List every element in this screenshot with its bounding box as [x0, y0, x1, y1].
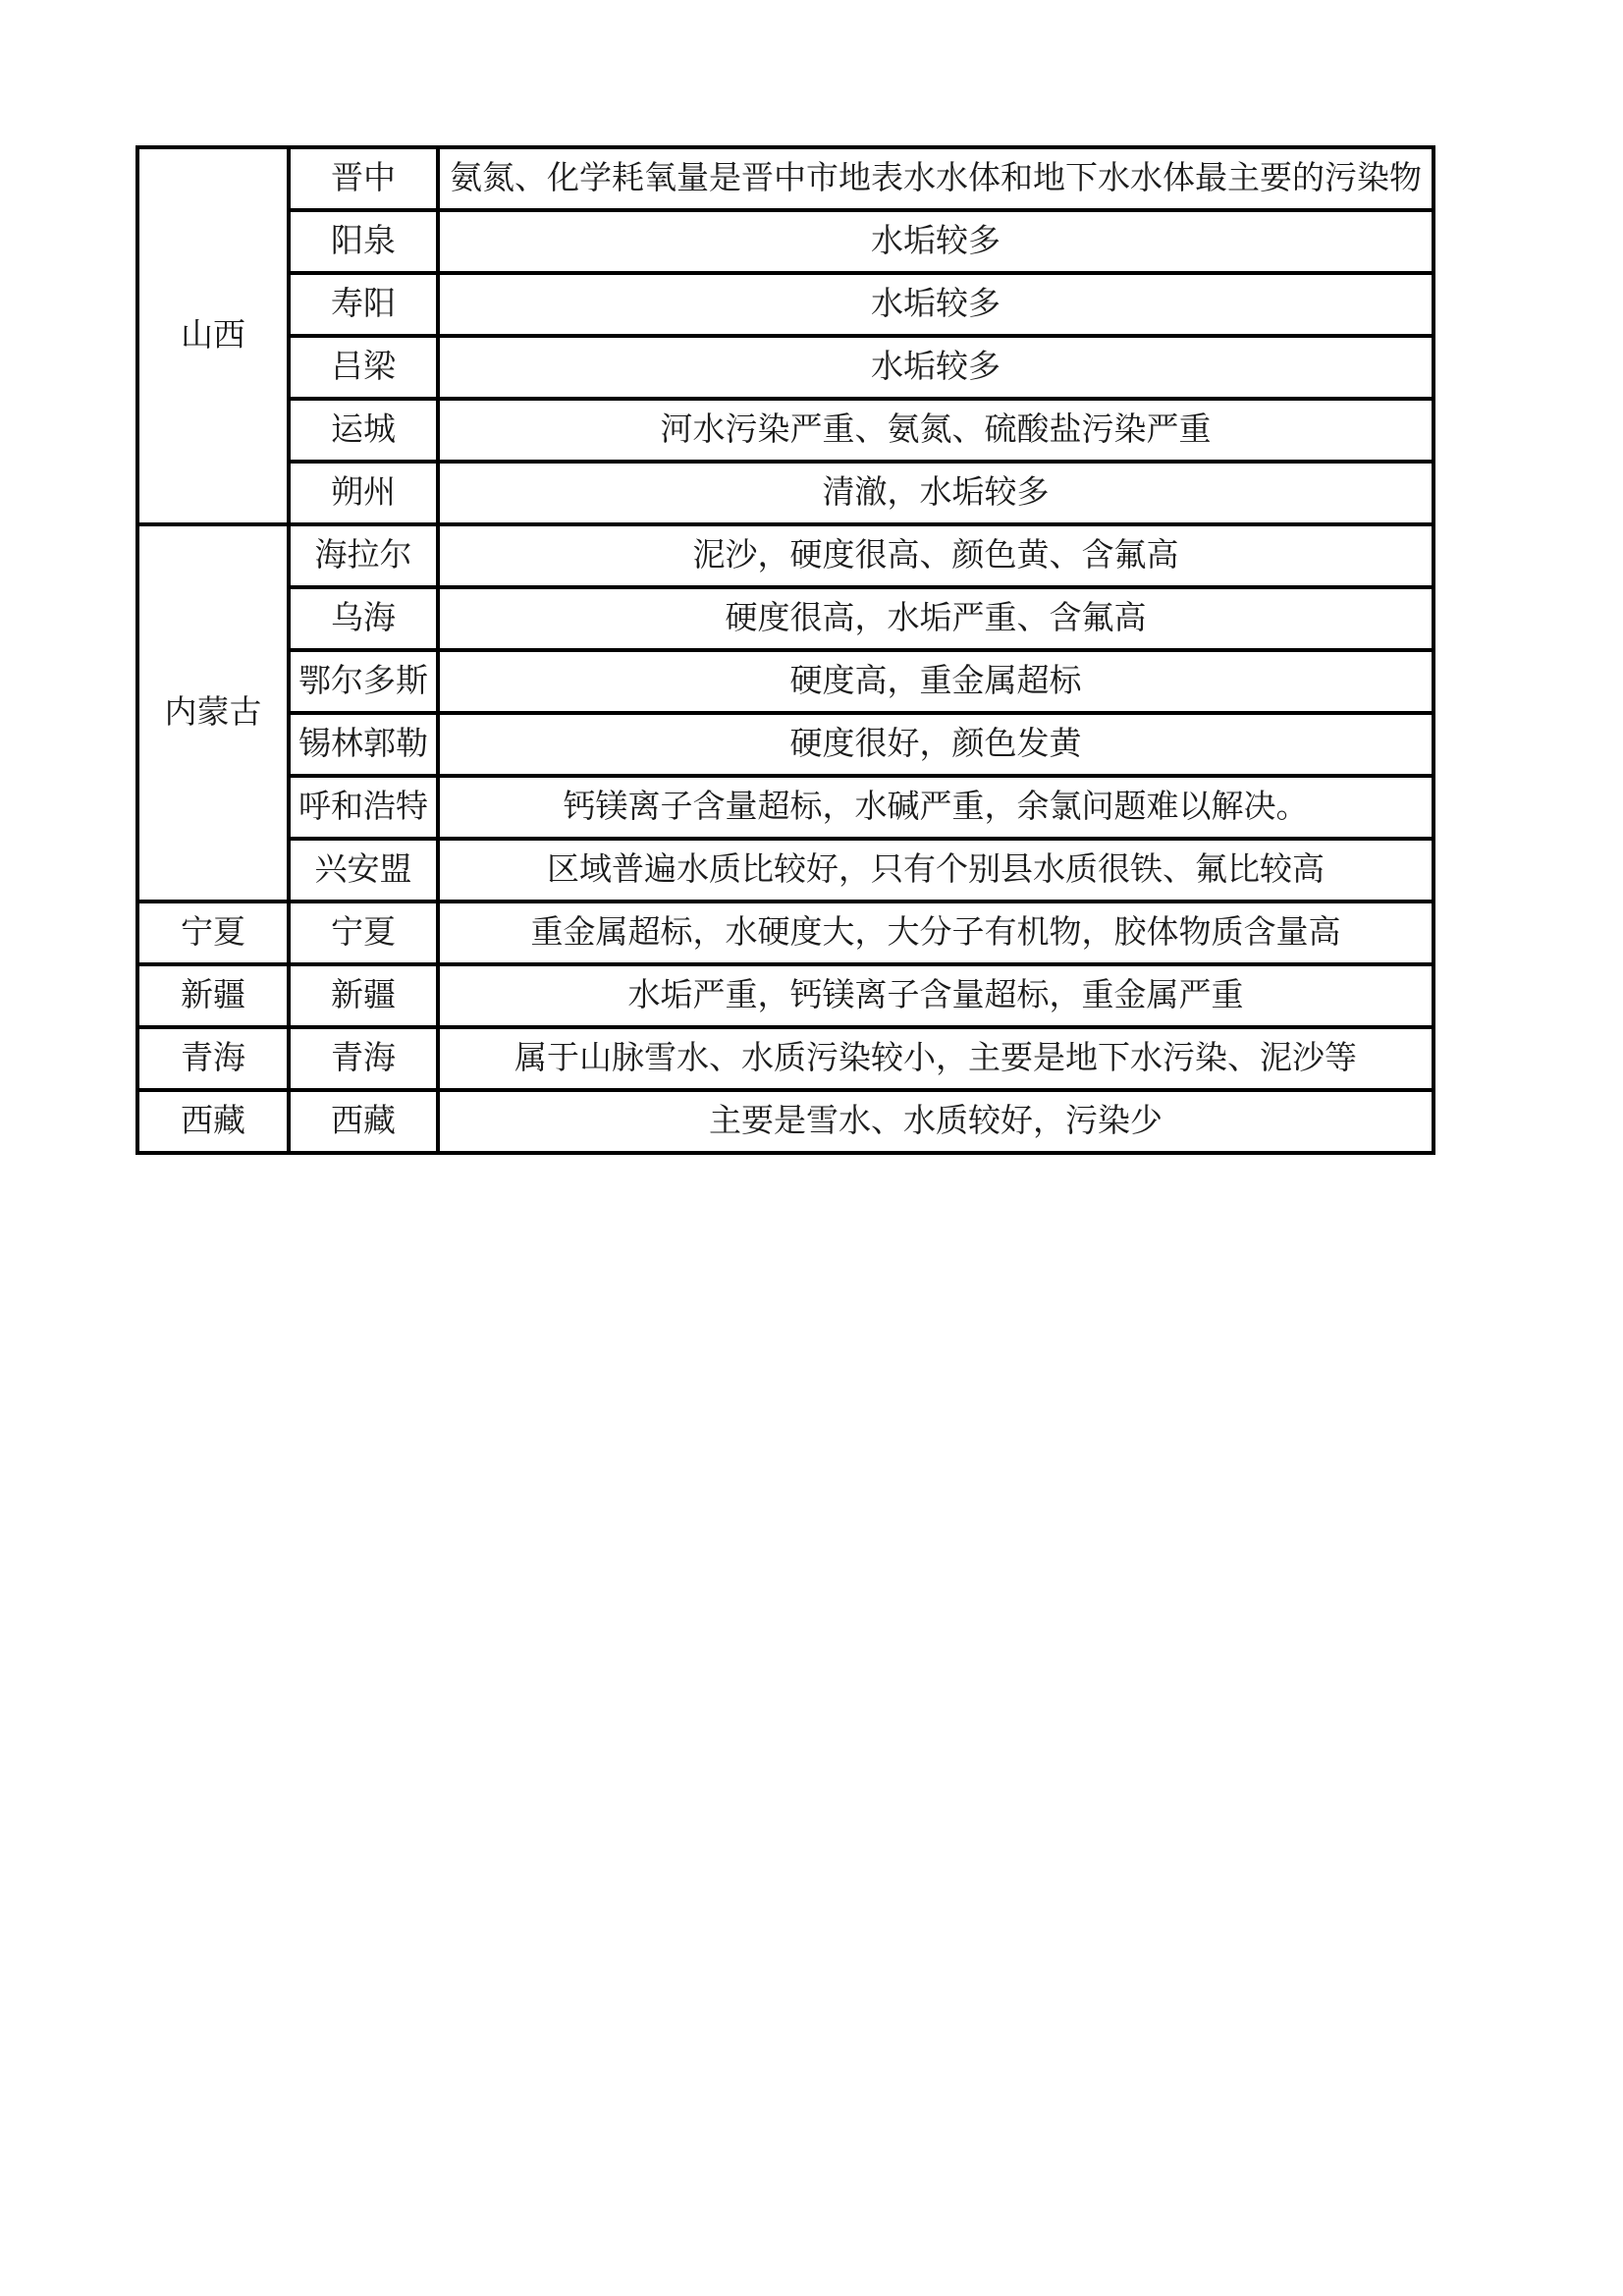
table-row [137, 147, 1434, 210]
water-quality-table [135, 145, 1435, 1155]
table-row [137, 713, 1434, 776]
table-row [137, 964, 1434, 1027]
city-cell: 阳泉 [289, 210, 438, 273]
city-cell: 兴安盟 [289, 839, 438, 902]
description-cell: 主要是雪水、水质较好，污染少 [438, 1090, 1434, 1153]
table-row [137, 1027, 1434, 1090]
description-cell: 硬度很高，水垢严重、含氟高 [438, 587, 1434, 650]
table-row [137, 839, 1434, 902]
description-cell: 氨氮、化学耗氧量是晋中市地表水水体和地下水水体最主要的污染物 [438, 147, 1434, 210]
city-cell: 寿阳 [289, 273, 438, 336]
city-cell: 呼和浩特 [289, 776, 438, 839]
city-cell: 锡林郭勒 [289, 713, 438, 776]
description-cell: 重金属超标，水硬度大，大分子有机物，胶体物质含量高 [438, 902, 1434, 964]
city-cell: 朔州 [289, 462, 438, 524]
table-row [137, 399, 1434, 462]
table-row [137, 587, 1434, 650]
city-cell: 新疆 [289, 964, 438, 1027]
city-cell: 青海 [289, 1027, 438, 1090]
description-cell: 水垢较多 [438, 210, 1434, 273]
description-cell: 区域普遍水质比较好，只有个别县水质很铁、氟比较高 [438, 839, 1434, 902]
table-row [137, 336, 1434, 399]
description-cell: 硬度高，重金属超标 [438, 650, 1434, 713]
city-cell: 宁夏 [289, 902, 438, 964]
province-cell-neimenggu: 内蒙古 [137, 524, 289, 902]
table-row [137, 273, 1434, 336]
province-cell-qinghai: 青海 [137, 1027, 289, 1090]
province-cell-ningxia: 宁夏 [137, 902, 289, 964]
city-cell: 晋中 [289, 147, 438, 210]
description-cell: 泥沙，硬度很高、颜色黄、含氟高 [438, 524, 1434, 587]
province-cell-xinjiang: 新疆 [137, 964, 289, 1027]
description-cell: 钙镁离子含量超标，水碱严重，余氯问题难以解决。 [438, 776, 1434, 839]
city-cell: 吕梁 [289, 336, 438, 399]
province-cell-shanxi: 山西 [137, 147, 289, 524]
city-cell: 海拉尔 [289, 524, 438, 587]
table-row [137, 776, 1434, 839]
city-cell: 乌海 [289, 587, 438, 650]
description-cell: 硬度很好，颜色发黄 [438, 713, 1434, 776]
description-cell: 水垢较多 [438, 336, 1434, 399]
city-cell: 西藏 [289, 1090, 438, 1153]
table-row [137, 1090, 1434, 1153]
city-cell: 运城 [289, 399, 438, 462]
description-cell: 清澈，水垢较多 [438, 462, 1434, 524]
document-page [135, 145, 1435, 1155]
table-row [137, 650, 1434, 713]
description-cell: 水垢较多 [438, 273, 1434, 336]
description-cell: 水垢严重，钙镁离子含量超标，重金属严重 [438, 964, 1434, 1027]
description-cell: 河水污染严重、氨氮、硫酸盐污染严重 [438, 399, 1434, 462]
table-row [137, 462, 1434, 524]
table-row [137, 524, 1434, 587]
province-cell-xizang: 西藏 [137, 1090, 289, 1153]
city-cell: 鄂尔多斯 [289, 650, 438, 713]
description-cell: 属于山脉雪水、水质污染较小，主要是地下水污染、泥沙等 [438, 1027, 1434, 1090]
table-row [137, 210, 1434, 273]
table-row [137, 902, 1434, 964]
